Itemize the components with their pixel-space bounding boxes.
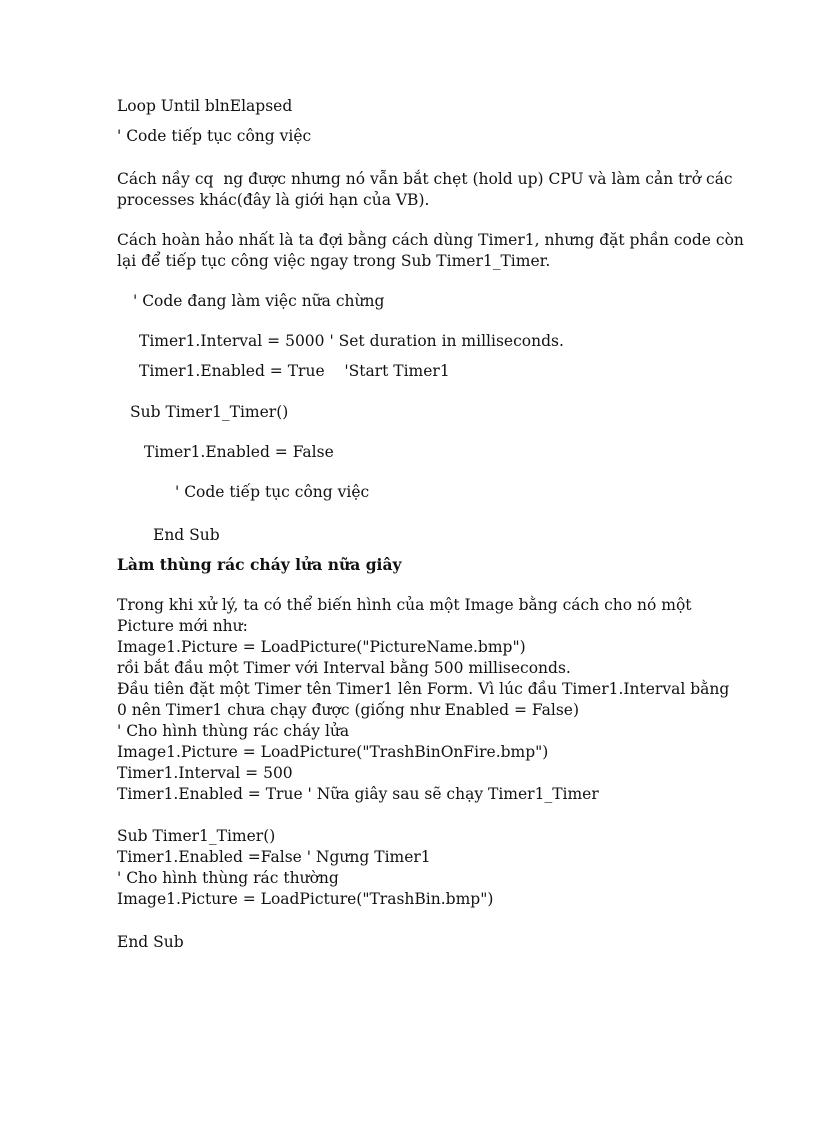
sub-line: ' Cho hình thùng rác thường [117,869,339,887]
sub-line: Image1.Picture = LoadPicture("TrashBin.bmp") [117,890,494,908]
paragraph-line: lại để tiếp tục công việc ngay trong Sub Timer1_Timer. [117,252,551,270]
section-line: Timer1.Enabled = True ' Nữa giây sau sẽ chạy Timer1_Timer [117,785,599,803]
paragraph-line: Cách nầy cq ng được nhưng nó vẫn bắt chẹt (hold up) CPU và làm cản trở các [117,170,733,188]
section-line: rồi bắt đầu một Timer với Interval bằng 500 milliseconds. [117,659,571,677]
paragraph-line: processes khác(đây là giới hạn của VB). [117,191,430,209]
section-heading: Làm thùng rác cháy lửa nữa giây [117,555,402,574]
sub-line: Sub Timer1_Timer() [117,827,276,845]
section-line: 0 nên Timer1 chưa chạy được (giống như Enabled = False) [117,701,580,719]
code-line-end-sub: End Sub [117,933,184,951]
section-line: Timer1.Interval = 500 [117,764,293,782]
section-line: Trong khi xử lý, ta có thể biến hình của một Image bằng cách cho nó một [117,596,692,614]
section-line: Image1.Picture = LoadPicture("TrashBinOnFire.bmp") [117,743,549,761]
paragraph-line: Cách hoàn hảo nhất là ta đợi bằng cách dùng Timer1, nhưng đặt phần code còn [117,231,744,249]
code-comment-continue: ' Code tiếp tục công việc [175,483,370,501]
code-line-end-sub: End Sub [153,526,220,544]
section-line: ' Cho hình thùng rác cháy lửa [117,722,350,740]
code-line-sub-decl: Sub Timer1_Timer() [130,403,289,421]
section-line: Picture mới như: [117,617,248,635]
code-comment-working: ' Code đang làm việc nữa chừng [133,292,385,310]
section-line: Image1.Picture = LoadPicture("PictureName.bmp") [117,638,526,656]
section-line: Đầu tiên đặt một Timer tên Timer1 lên Form. Vì lúc đầu Timer1.Interval bằng [117,680,730,698]
sub-line: Timer1.Enabled =False ' Ngưng Timer1 [117,848,431,866]
code-line-loop-until: Loop Until blnElapsed [117,97,293,115]
code-line-enabled-true: Timer1.Enabled = True 'Start Timer1 [139,362,450,380]
code-line-enabled-false: Timer1.Enabled = False [144,443,334,461]
code-line-interval: Timer1.Interval = 5000 ' Set duration in milliseconds. [139,332,564,350]
code-comment-continue: ' Code tiếp tục công việc [117,127,312,145]
